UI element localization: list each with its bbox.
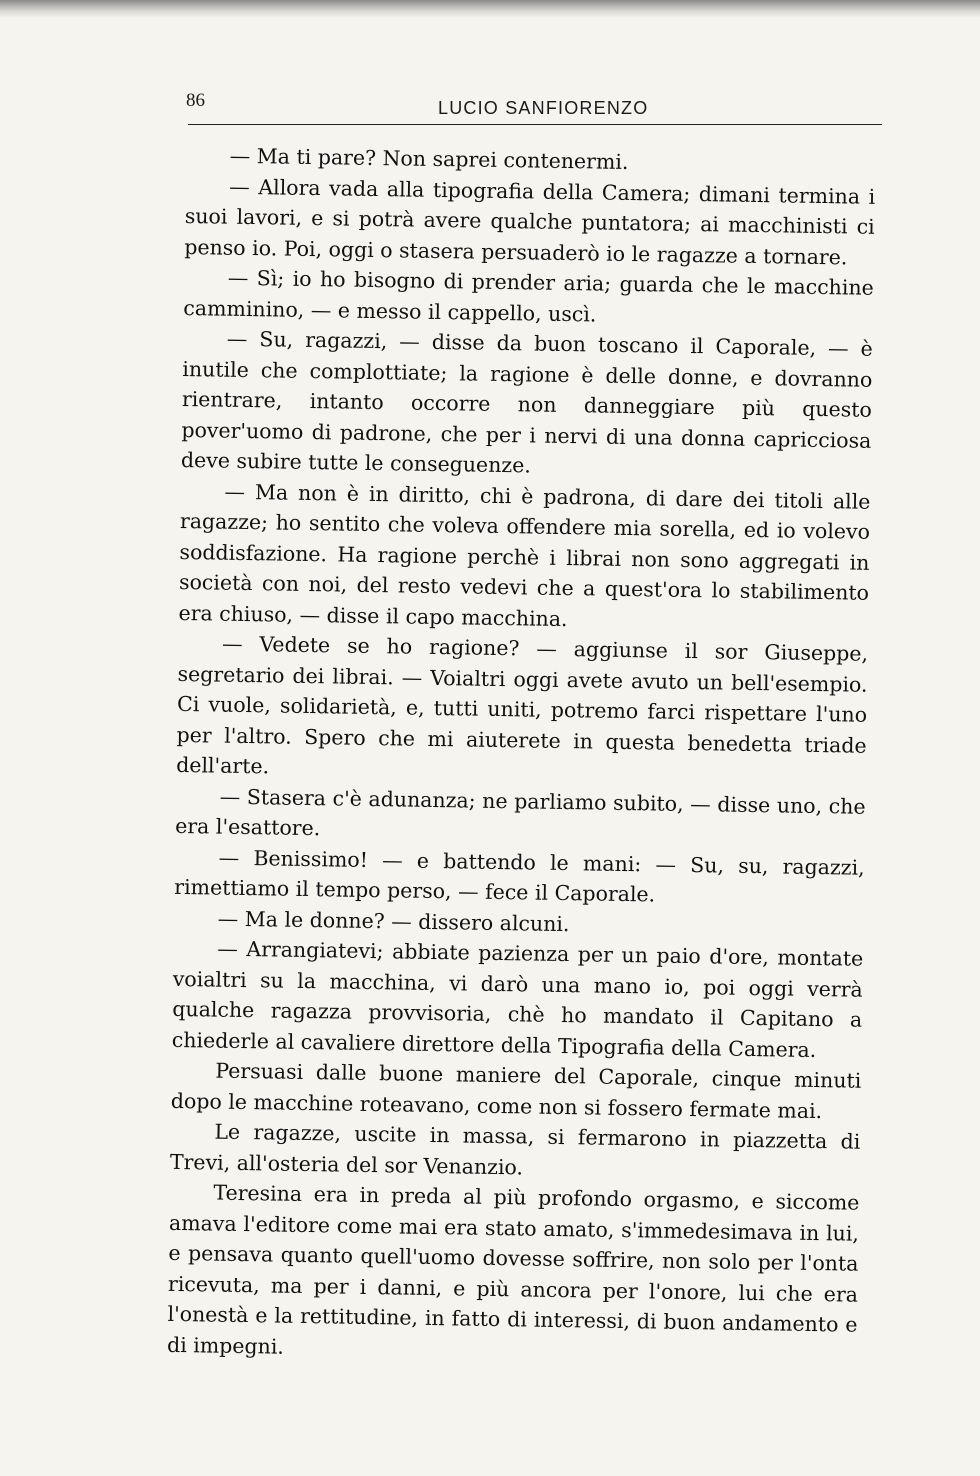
- paragraph: — Allora vada alla tipografia della Camera; dimani termina i suoi lavori, e si potrà avere qualche puntatora; ai macchinisti ci penso io. Poi, oggi o stasera persuaderò io le ragazze a tornare.: [184, 174, 876, 269]
- paragraph: Persuasi dalle buone maniere del Caporale, cinque minuti dopo le macchine roteavano, come non si fossero fermate mai.: [170, 1058, 862, 1123]
- running-head: LUCIO SANFIORENZO: [438, 98, 649, 118]
- paragraph: — Benissimo! — e battendo le mani: — Su, su, ragazzi, rimettiamo il tempo perso, — fece il Caporale.: [174, 845, 865, 907]
- paragraph: — Arrangiatevi; abbiate pazienza per un paio d'ore, montate voialtri su la macchina, vi darò una mano io, poi oggi verrà qualche ragazza provvisoria, chè ho mandato il Capitano a chiederle al cavaliere direttore della Tipografia della Camera.: [171, 936, 864, 1062]
- paragraph: — Sì; io ho bisogno di prender aria; guarda che le macchine camminino, — e messo il cappello, uscì.: [183, 265, 874, 326]
- paragraph: — Stasera c'è adunanza; ne parliamo subito, — disse uno, che era l'esattore.: [175, 784, 866, 841]
- body-text: [167, 140, 876, 1371]
- paragraph: — Vedete se ho ragione? — aggiunse il sor Giuseppe, segretario dei librai. — Voialtri oggi avete avuto un bell'esempio. Ci vuole, solidarietà, e, tutti uniti, potremo farci rispettare l'uno per l'altro. Spero che mi aiuterete in questa benedetta triade dell'arte.: [175, 631, 869, 779]
- paragraph: — Ma le donne? — dissero alcuni.: [217, 906, 570, 936]
- paragraph: — Ma non è in diritto, chi è padrona, di dare dei titoli alle ragazze; ho sentito che voleva offendere mia sorella, ed io volevo soddisfazione. Ha ragione perchè i librai non sono aggregati in società con noi, del resto vedevi che a quest'ora lo stabilimento era chiuso, — disse il capo macchina.: [178, 479, 871, 631]
- scan-edge-shadow: [0, 0, 980, 18]
- page-number: 86: [186, 90, 205, 111]
- header-rule: [188, 124, 882, 125]
- paragraph: — Ma ti pare? Non saprei contenermi.: [229, 143, 629, 174]
- page-header: [186, 88, 886, 128]
- paragraph: — Su, ragazzi, — disse da buon toscano il Caporale, — è inutile che complottiate; la ragione è delle donne, e dovranno rientrare, intanto occorre non danneggiare più questo pover'uomo di padrone, che per i nervi di una donna capricciosa deve subire tutte le conseguenze.: [180, 326, 873, 478]
- paragraph: Le ragazze, uscite in massa, si fermarono in piazzetta di Trevi, all'osteria del sor Venanzio.: [169, 1119, 861, 1179]
- paragraph: Teresina era in preda al più profondo orgasmo, e siccome amava l'editore come mai era stato amato, s'immedesimava in lui, e pensava quanto quell'uomo dovesse soffrire, non solo per l'onta ricevuta, ma per i danni, e più ancora per l'onore, lui che era l'onestà e la rettitudine, in fatto di interessi, di buon andamento e di impegni.: [166, 1180, 860, 1359]
